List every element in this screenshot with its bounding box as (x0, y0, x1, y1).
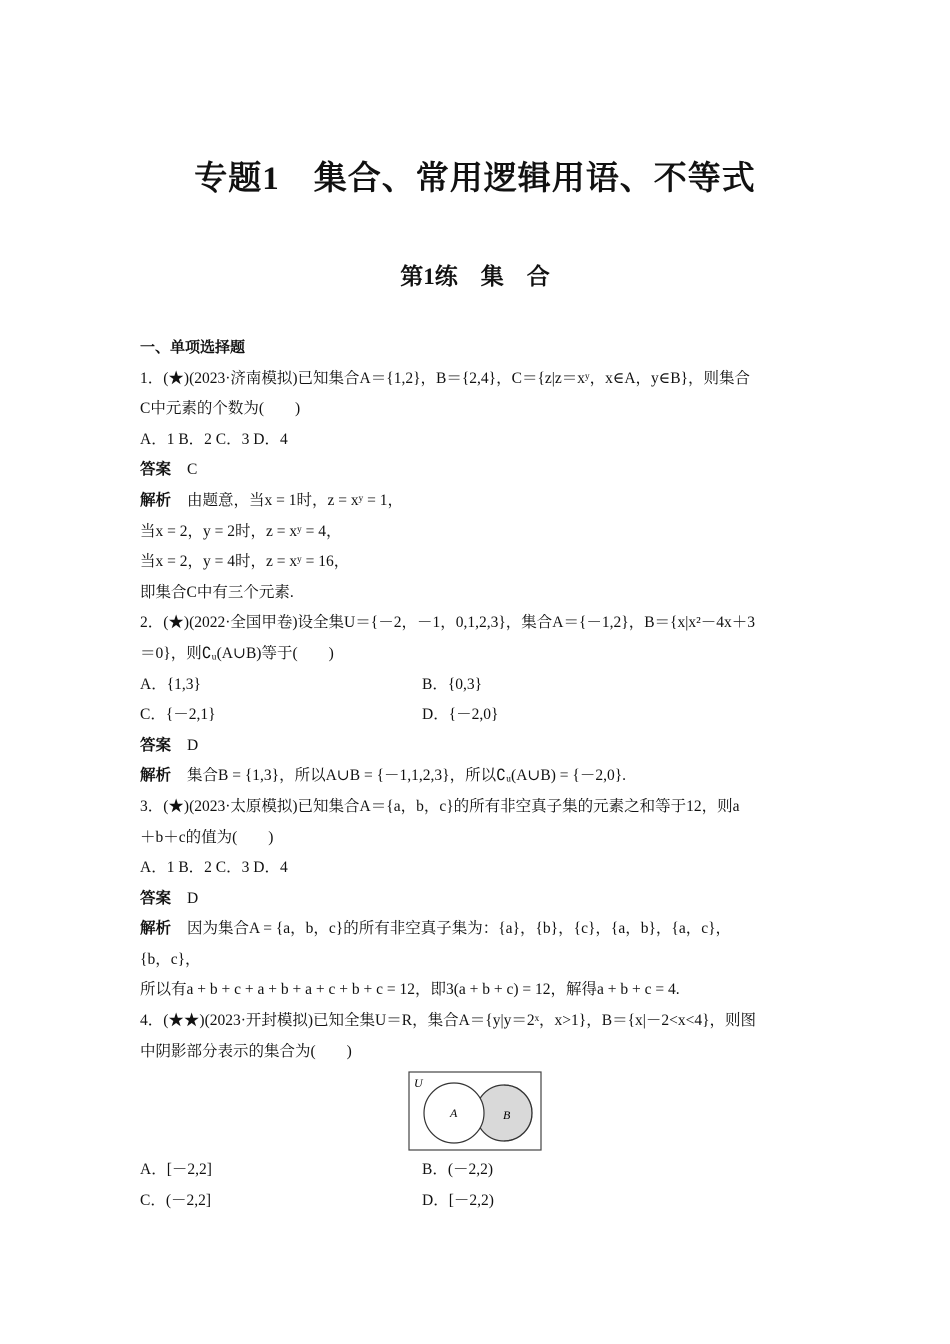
venn-diagram (408, 1071, 542, 1151)
q2-analysis-text: 集合B = {1,3}，所以A∪B = {－1,1,2,3}，所以∁ᵤ(A∪B) = {－2,0}. (187, 767, 627, 785)
q2-option-c: C．{－2,1} (140, 706, 216, 724)
q3-analysis-line3: 所以有a + b + c + a + b + a + c + b + c = 12，即3(a + b + c) = 12，解得a + b + c = 4. (140, 981, 680, 999)
q2-answer-value: D (187, 736, 199, 754)
analysis-label: 解析 (140, 767, 172, 785)
q4-option-a: A．[－2,2] (140, 1161, 212, 1179)
set-a-label: A (450, 1106, 458, 1121)
q1-analysis-line4: 即集合C中有三个元素. (140, 583, 294, 601)
q3-stem-line1: 3．(★)(2023·太原模拟)已知集合A＝{a，b，c}的所有非空真子集的元素之和等于12，则a (140, 797, 740, 815)
q4-stem-line2: 中阴影部分表示的集合为( ) (140, 1042, 352, 1060)
q3-answer (140, 884, 812, 915)
q2-stem-line1: 2．(★)(2022·全国甲卷)设全集U＝{－2，－1，0,1,2,3}，集合A＝{－1,2}，B＝{x|x²－4x＋3 (140, 614, 755, 632)
q3-analysis-line2: {b，c}， (140, 950, 201, 968)
section-subtitle: 第1练 集 合 (400, 264, 550, 289)
q3-options: A．1 B．2 C．3 D．4 (140, 859, 288, 877)
q3-analysis-text-1: 因为集合A = {a，b，c}的所有非空真子集为：{a}，{b}，{c}，{a，b}，{a，c}， (187, 920, 732, 938)
q1-analysis-text-1: 由题意，当x = 1时，z = xʸ = 1， (187, 491, 403, 509)
q1-options: A．1 B．2 C．3 D．4 (140, 430, 288, 448)
venn-diagram-container (140, 1067, 812, 1155)
section-heading: 一、单项选择题 (140, 340, 246, 356)
page-title: 专题1 集合、常用逻辑用语、不等式 (194, 161, 756, 197)
q4-option-c: C．(－2,2] (140, 1191, 212, 1209)
q3-analysis-line1 (140, 914, 812, 945)
document-body (140, 333, 812, 1216)
q1-analysis-line3: 当x = 2，y = 4时，z = xʸ = 16， (140, 553, 350, 571)
q1-analysis-line2: 当x = 2，y = 2时，z = xʸ = 4， (140, 522, 342, 540)
analysis-label: 解析 (140, 920, 172, 938)
universe-label: U (414, 1076, 423, 1091)
q2-options-row1 (140, 670, 812, 701)
q2-option-b: B．{0,3} (422, 675, 483, 693)
q1-stem-line1: 1．(★)(2023·济南模拟)已知集合A＝{1,2}，B＝{2,4}，C＝{z|z＝xʸ，x∈A，y∈B}，则集合 (140, 369, 751, 387)
answer-label: 答案 (140, 461, 172, 479)
answer-label: 答案 (140, 736, 172, 754)
q2-stem-line2: ＝0}，则∁ᵤ(A∪B)等于( ) (140, 644, 334, 662)
answer-label: 答案 (140, 889, 172, 907)
q4-options-row2 (140, 1186, 812, 1217)
q2-option-a: A．{1,3} (140, 675, 201, 693)
q1-answer (140, 455, 812, 486)
q1-stem-line2: C中元素的个数为( ) (140, 400, 301, 418)
q4-stem-line1: 4．(★★)(2023·开封模拟)已知全集U＝R，集合A＝{y|y＝2ˣ，x>1}，B＝{x|－2<x<4}，则图 (140, 1012, 757, 1030)
q2-analysis (140, 761, 812, 792)
q3-stem-line2: ＋b＋c的值为( ) (140, 828, 274, 846)
q4-options-row1 (140, 1155, 812, 1186)
q2-option-d: D．{－2,0} (422, 706, 499, 724)
q2-options-row2 (140, 700, 812, 731)
q1-analysis-line1 (140, 486, 812, 517)
q4-option-b: B．(－2,2) (422, 1161, 494, 1179)
analysis-label: 解析 (140, 491, 172, 509)
q4-option-d: D．[－2,2) (422, 1191, 494, 1209)
set-b-label: B (503, 1108, 511, 1123)
q3-answer-value: D (187, 889, 199, 907)
q2-answer (140, 731, 812, 762)
q1-answer-value: C (187, 461, 198, 479)
